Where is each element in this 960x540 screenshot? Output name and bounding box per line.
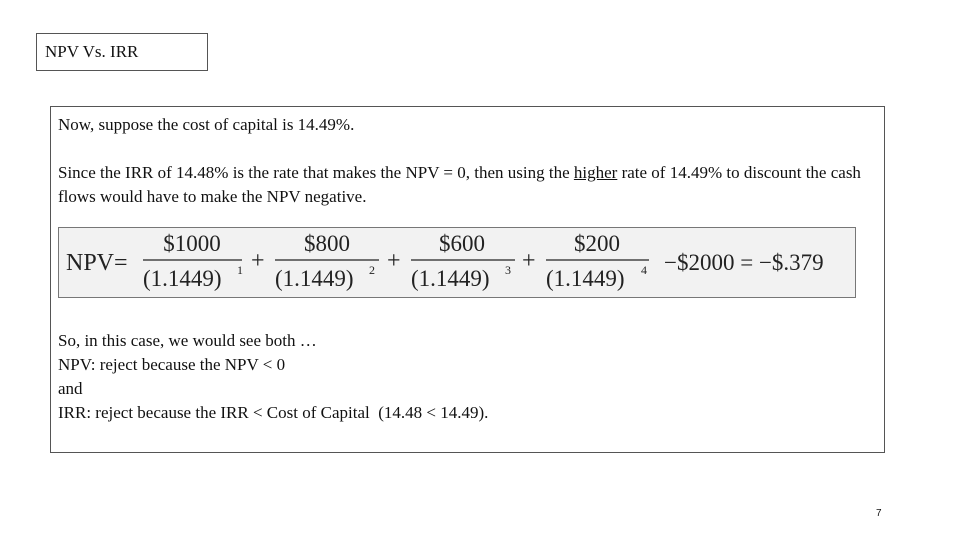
term3-denominator: (1.1449) [411, 266, 490, 291]
term3-exponent: 3 [505, 263, 511, 277]
term2-exponent: 2 [369, 263, 375, 277]
term1-numerator: $1000 [163, 231, 221, 256]
term2-numerator: $800 [304, 231, 350, 256]
formula-lhs: NPV= [66, 250, 128, 276]
formula-rhs: −$2000 = −$.379 [664, 250, 824, 275]
irr-explanation-paragraph [58, 161, 873, 209]
paragraph-text-before: Since the IRR of 14.48% is the rate that makes the NPV = 0, then using the [58, 163, 574, 182]
conclusion-text [58, 329, 873, 425]
conclusion-line: IRR: reject because the IRR < Cost of Capital (14.48 < 14.49). [58, 403, 489, 422]
conclusion-line: and [58, 379, 83, 398]
conclusion-line: So, in this case, we would see both … [58, 331, 317, 350]
paragraph-text-after: rate of 14.49% to discount the cash flows would have to make the NPV negative. [58, 163, 861, 206]
plus-sign: + [251, 248, 265, 274]
npv-formula [58, 227, 856, 298]
term1-exponent: 1 [237, 263, 243, 277]
plus-sign: + [387, 248, 401, 274]
cost-of-capital-paragraph: Now, suppose the cost of capital is 14.49%. [58, 115, 355, 134]
page-number: 7 [876, 508, 882, 519]
term4-exponent: 4 [641, 263, 647, 277]
underlined-word: higher [573, 163, 618, 182]
term3-numerator: $600 [439, 231, 485, 256]
conclusion-line: NPV: reject because the NPV < 0 [58, 355, 286, 374]
term2-denominator: (1.1449) [275, 266, 354, 291]
term4-numerator: $200 [574, 231, 620, 256]
slide-title: NPV Vs. IRR [36, 33, 208, 71]
term4-denominator: (1.1449) [546, 266, 625, 291]
plus-sign: + [522, 248, 536, 274]
content-box [50, 106, 885, 453]
term1-denominator: (1.1449) [143, 266, 222, 291]
